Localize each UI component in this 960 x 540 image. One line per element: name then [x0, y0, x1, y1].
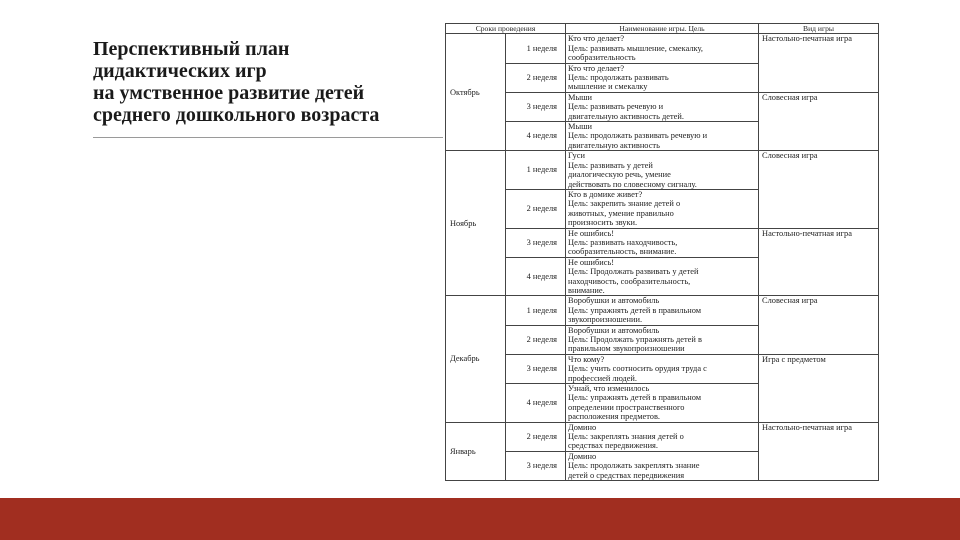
- game-line: внимание.: [568, 285, 605, 295]
- table-body: [446, 34, 879, 481]
- game-line: Домино: [568, 451, 597, 461]
- game-line: Цель: Продолжать развивать у детей: [568, 267, 699, 277]
- game-cell: [566, 296, 759, 325]
- game-line: Мыши: [568, 122, 593, 132]
- table-row: [446, 354, 879, 383]
- week-cell: 3 неделя: [506, 354, 566, 383]
- title-line: дидактических игр: [93, 60, 267, 82]
- week-cell: 3 неделя: [506, 451, 566, 480]
- game-line: произносить звуки.: [568, 218, 638, 228]
- game-cell: [566, 228, 759, 257]
- table-header-row: [446, 24, 879, 34]
- game-line: расположения предметов.: [568, 412, 660, 422]
- game-line: Кто в домике живет?: [568, 189, 643, 199]
- game-line: животных, умение правильно: [568, 208, 674, 218]
- game-line: Цель: учить соотносить орудия труда с: [568, 364, 707, 374]
- game-cell: [566, 325, 759, 354]
- game-line: двигательную активность детей.: [568, 111, 684, 121]
- game-line: действовать по словесному сигналу.: [568, 179, 697, 189]
- month-cell: Декабрь: [446, 296, 506, 422]
- week-cell: 1 неделя: [506, 296, 566, 325]
- game-type-cell: Настольно-печатная игра: [759, 34, 879, 92]
- game-cell: [566, 422, 759, 451]
- game-type-cell: Настольно-печатная игра: [759, 228, 879, 296]
- game-line: Цель: развивать у детей: [568, 160, 653, 170]
- game-line: мышление и смекалку: [568, 82, 648, 92]
- game-type-cell: Игра с предметом: [759, 354, 879, 422]
- game-line: Не ошибись!: [568, 228, 615, 238]
- game-cell: [566, 384, 759, 423]
- week-cell: 2 неделя: [506, 422, 566, 451]
- game-line: Узнай, что изменилось: [568, 384, 650, 394]
- game-line: профессией людей.: [568, 373, 637, 383]
- game-line: сообразительность: [568, 53, 636, 63]
- game-line: Цель: развивать речевую и: [568, 102, 664, 112]
- game-line: Воробушки и автомобиль: [568, 296, 660, 306]
- game-cell: [566, 92, 759, 121]
- table-row: [446, 422, 879, 451]
- game-line: Цель: развивать мышление, смекалку,: [568, 43, 703, 53]
- game-type-cell: Словесная игра: [759, 92, 879, 150]
- week-cell: 4 неделя: [506, 257, 566, 296]
- game-line: детей о средствах передвижения: [568, 470, 685, 480]
- game-line: двигательную активность: [568, 140, 660, 150]
- title-line: на умственное развитие детей: [93, 82, 365, 104]
- game-line: Цель: упражнять детей в правильном: [568, 393, 702, 403]
- game-line: Мыши: [568, 92, 593, 102]
- title-line: Перспективный план: [93, 38, 290, 60]
- game-line: Кто что делает?: [568, 63, 625, 73]
- game-cell: [566, 257, 759, 296]
- month-cell: Ноябрь: [446, 151, 506, 296]
- title-divider: [93, 137, 443, 138]
- game-line: средствах передвижения.: [568, 441, 659, 451]
- game-type-cell: Настольно-печатная игра: [759, 422, 879, 480]
- week-cell: 3 неделя: [506, 228, 566, 257]
- table-row: [446, 34, 879, 63]
- game-cell: [566, 151, 759, 190]
- week-cell: 1 неделя: [506, 151, 566, 190]
- game-line: Воробушки и автомобиль: [568, 325, 660, 335]
- week-cell: 2 неделя: [506, 189, 566, 228]
- footer-bar: [0, 498, 960, 540]
- table-row: [446, 296, 879, 325]
- game-line: Домино: [568, 422, 597, 432]
- game-cell: [566, 189, 759, 228]
- header-type: Вид игры: [759, 24, 879, 34]
- week-cell: 3 неделя: [506, 92, 566, 121]
- slide-title: [93, 38, 433, 126]
- game-cell: [566, 451, 759, 480]
- game-line: Цель: упражнять детей в правильном: [568, 305, 702, 315]
- week-cell: 4 неделя: [506, 122, 566, 151]
- game-line: находчивость, сообразительность,: [568, 276, 691, 286]
- table-row: [446, 151, 879, 190]
- game-line: Кто что делает?: [568, 34, 625, 44]
- game-line: Что кому?: [568, 354, 605, 364]
- game-line: звукопроизношении.: [568, 315, 643, 325]
- game-line: Цель: продолжать закреплять знание: [568, 461, 700, 471]
- game-type-cell: Словесная игра: [759, 296, 879, 354]
- week-cell: 4 неделя: [506, 384, 566, 423]
- month-cell: Октябрь: [446, 34, 506, 151]
- game-line: Цель: развивать находчивость,: [568, 237, 678, 247]
- game-line: сообразительность, внимание.: [568, 247, 677, 257]
- game-cell: [566, 63, 759, 92]
- game-plan-table: [445, 23, 879, 481]
- title-line: среднего дошкольного возраста: [93, 104, 380, 126]
- game-line: правильном звукопроизношении: [568, 344, 685, 354]
- game-line: Гуси: [568, 151, 585, 161]
- game-line: Цель: закреплять знания детей о: [568, 432, 684, 442]
- table-row: [446, 228, 879, 257]
- header-dates: Сроки проведения: [446, 24, 566, 34]
- game-line: диалогическую речь, умение: [568, 170, 671, 180]
- game-line: определении пространственного: [568, 402, 685, 412]
- game-line: Цель: закрепить знание детей о: [568, 199, 681, 209]
- game-line: Цель: продолжать развивать: [568, 73, 669, 83]
- game-line: Не ошибись!: [568, 257, 615, 267]
- game-type-cell: Словесная игра: [759, 151, 879, 228]
- game-cell: [566, 122, 759, 151]
- game-cell: [566, 354, 759, 383]
- table-row: [446, 92, 879, 121]
- week-cell: 2 неделя: [506, 63, 566, 92]
- week-cell: 1 неделя: [506, 34, 566, 63]
- game-line: Цель: Продолжать упражнять детей в: [568, 335, 702, 344]
- month-cell: Январь: [446, 422, 506, 480]
- header-game: Наименование игры. Цель: [566, 24, 759, 34]
- game-cell: [566, 34, 759, 63]
- game-line: Цель: продолжать развивать речевую и: [568, 131, 708, 141]
- week-cell: 2 неделя: [506, 325, 566, 354]
